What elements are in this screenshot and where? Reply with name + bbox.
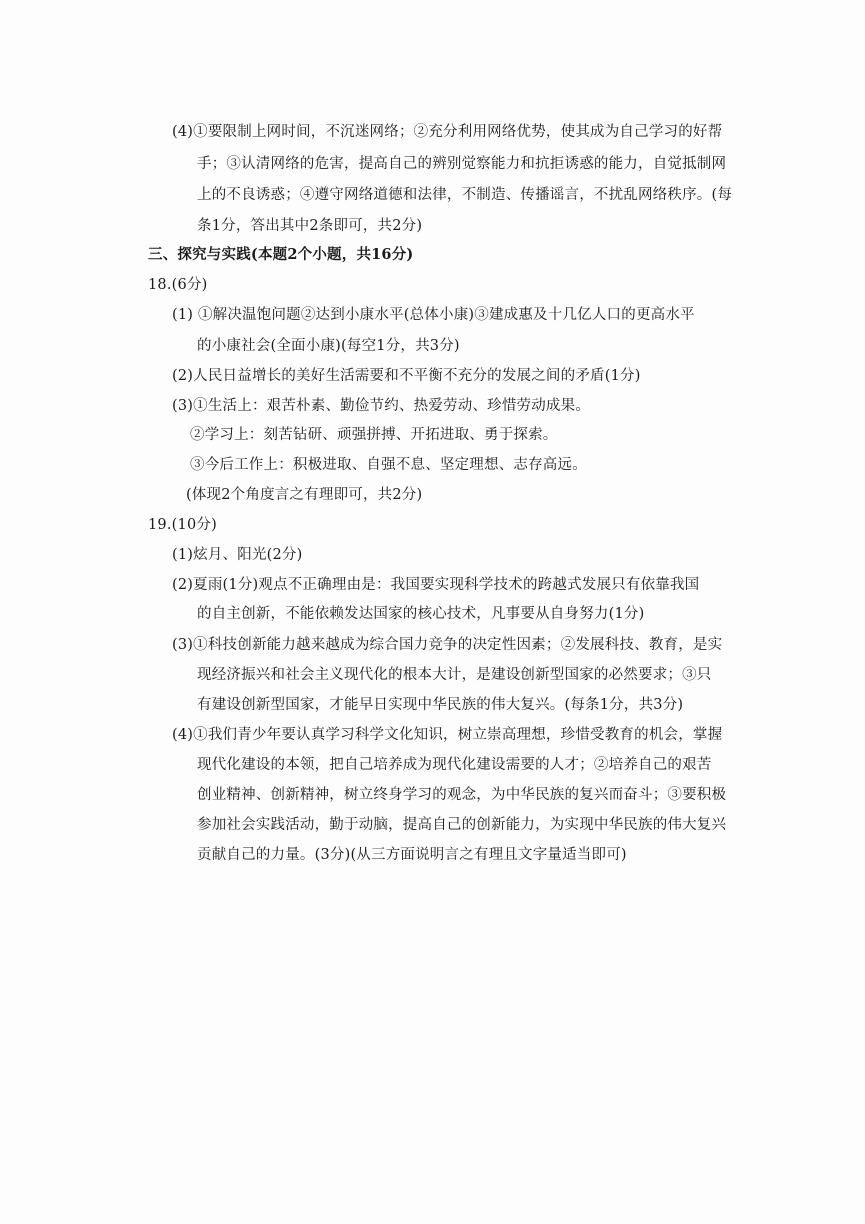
q19-part3-line2: 现经济振兴和社会主义现代化的根本大计，是建设创新型国家的必然要求；③只 xyxy=(197,667,712,683)
q18-part1-line2: 的小康社会(全面小康)(每空1分，共3分) xyxy=(197,338,460,354)
q18-part3-line1: (3)①生活上：艰苦朴素、勤俭节约、热爱劳动、珍惜劳动成果。 xyxy=(172,398,591,414)
q18-part2: (2)人民日益增长的美好生活需要和不平衡不充分的发展之间的矛盾(1分) xyxy=(172,368,641,384)
q19-part1: (1)炫月、阳光(2分) xyxy=(172,547,303,563)
q19-part2-line1: (2)夏雨(1分)观点不正确理由是：我国要实现科学技术的跨越式发展只有依靠我国 xyxy=(172,577,700,593)
q19-part4-line4: 参加社会实践活动，勤于动脑，提高自己的创新能力，为实现中华民族的伟大复兴 xyxy=(197,817,727,833)
q17-part4-line2: 手；③认清网络的危害，提高自己的辨别觉察能力和抗拒诱惑的能力，自觉抵制网 xyxy=(197,156,727,172)
q19-part2-line2: 的自主创新，不能依赖发达国家的核心技术，凡事要从自身努力(1分) xyxy=(197,606,645,622)
q17-part4-line1: (4)①要限制上网时间，不沉迷网络；②充分利用网络优势，使其成为自己学习的好帮 xyxy=(172,124,723,140)
q19-part4-line3: 创业精神、创新精神，树立终身学习的观念，为中华民族的复兴而奋斗；③要积极 xyxy=(197,787,727,803)
q19-part4-line2: 现代化建设的本领，把自己培养成为现代化建设需要的人才；②培养自己的艰苦 xyxy=(197,757,712,773)
q18-part3-line3: ③今后工作上：积极进取、自强不息、坚定理想、志存高远。 xyxy=(190,457,587,473)
q18-part3-line4: (体现2个角度言之有理即可，共2分) xyxy=(186,487,423,503)
q19-part3-line1: (3)①科技创新能力越来越成为综合国力竞争的决定性因素；②发展科技、教育，是实 xyxy=(172,637,723,653)
q18-part1-line1: (1) ①解决温饱问题②达到小康水平(总体小康)③建成惠及十几亿人口的更高水平 xyxy=(172,307,695,323)
q19-part4-line5: 贡献自己的力量。(3分)(从三方面说明言之有理且文字量适当即可) xyxy=(197,847,627,863)
q17-part4-line4: 条1分，答出其中2条即可，共2分) xyxy=(197,218,423,234)
q19-part3-line3: 有建设创新型国家，才能早日实现中华民族的伟大复兴。(每条1分，共3分) xyxy=(197,697,684,713)
q19-label: 19.(10分) xyxy=(148,517,217,533)
section3-heading: 三、探究与实践(本题2个小题，共16分) xyxy=(148,246,414,263)
q17-part4-line3: 上的不良诱惑；④遵守网络道德和法律，不制造、传播谣言，不扰乱网络秩序。(每 xyxy=(197,187,733,203)
q18-label: 18.(6分) xyxy=(148,277,208,293)
q19-part4-line1: (4)①我们青少年要认真学习科学文化知识，树立崇高理想，珍惜受教育的机会，掌握 xyxy=(172,727,723,743)
q18-part3-line2: ②学习上：刻苦钻研、顽强拼搏、开拓进取、勇于探索。 xyxy=(190,427,558,443)
